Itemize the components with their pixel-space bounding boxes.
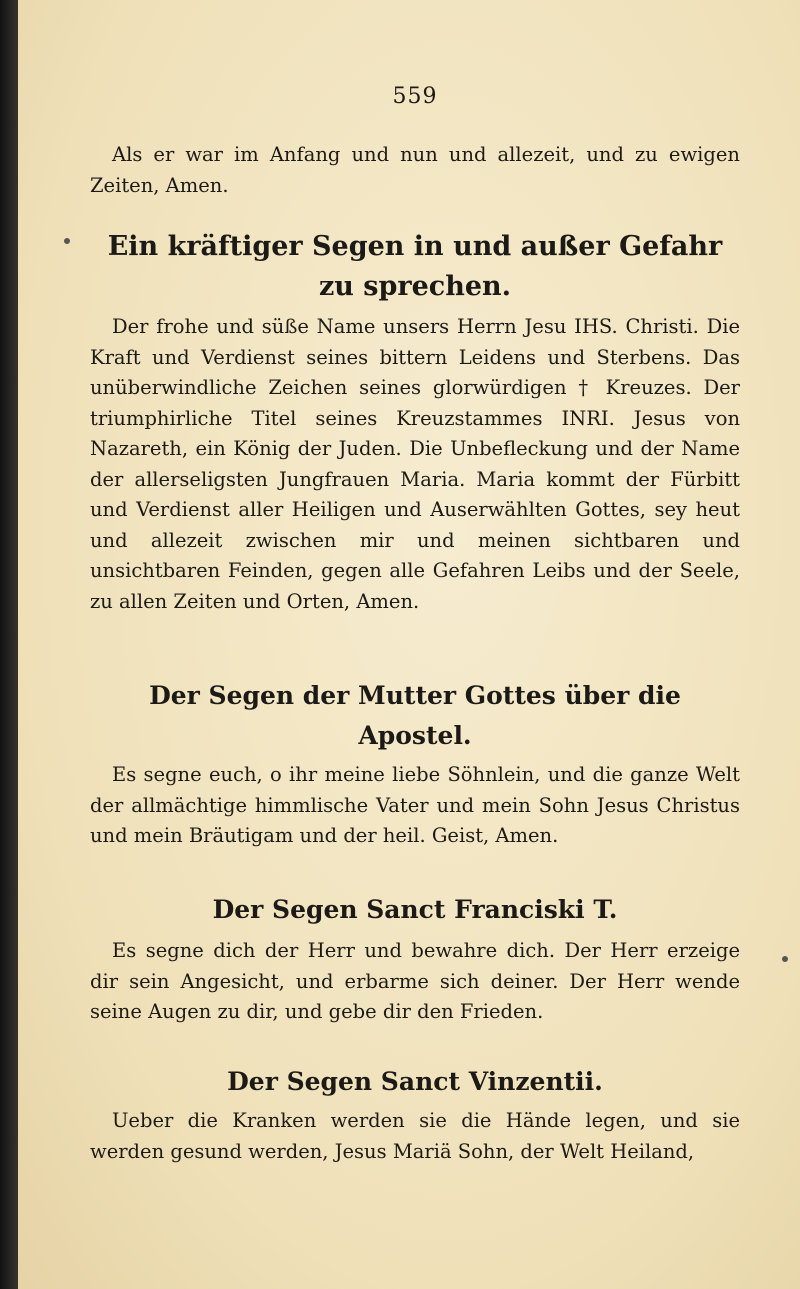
book-spine bbox=[0, 0, 18, 1289]
section-3-body-text: Es segne dich der Herr und bewahre dich. Der Herr erzeige dir sein Angesicht, und erbarme sich deiner. Der Herr wende seine Augen zu dir, und gebe dir den Frieden. bbox=[90, 939, 740, 1023]
section-3-title: Der Segen Sanct Franciski T. bbox=[212, 895, 618, 924]
section-4-body-text: Ueber die Kranken werden sie die Hände legen, und sie werden gesund werden, Jesus Mariä Sohn, der Welt Heiland, bbox=[90, 1109, 740, 1163]
section-4-title: Der Segen Sanct Vinzentii. bbox=[227, 1067, 603, 1096]
section-2-title-line-1: Der Segen der Mutter Gottes über die bbox=[149, 681, 681, 710]
section-4-body bbox=[90, 1106, 740, 1167]
section-3-body bbox=[90, 936, 740, 1028]
intro-text: Als er war im Anfang und nun und allezeit, und zu ewigen Zeiten, Amen. bbox=[90, 143, 740, 197]
section-1-body-text: Der frohe und süße Name unsers Herrn Jesu IHS. Christi. Die Kraft und Verdienst seines bittern Leidens und Sterbens. Das unüberwindliche Zeichen seines glorwürdigen † Kreuzes. Der triumphirliche Titel seines Kreuzstammes INRI. Jesus von Nazareth, ein König der Juden. Die Unbefleckung und der Name der allerseligsten Jungfrauen Maria. Maria kommt der Fürbitt und Verdienst aller Heiligen und Auserwählten Gottes, sey heut und allezeit zwischen mir und meinen sichtbaren und unsichtbaren Feinden, gegen alle Gefahren Leibs und der Seele, zu allen Zeiten und Orten, Amen. bbox=[90, 315, 740, 613]
section-1-title-line-2: zu sprechen. bbox=[318, 271, 512, 302]
paper-speck bbox=[782, 956, 788, 962]
section-1-body bbox=[90, 312, 740, 617]
paper-speck bbox=[64, 238, 70, 244]
page-number: 559 bbox=[392, 84, 438, 109]
intro-paragraph bbox=[90, 140, 740, 201]
section-2-title-line-2: Apostel. bbox=[358, 721, 472, 750]
section-1-title-line-1: Ein kräftiger Segen in und außer Gefahr bbox=[107, 231, 723, 262]
section-2-body-text: Es segne euch, o ihr meine liebe Söhnlein, und die ganze Welt der allmächtige himmlische Vater und mein Sohn Jesus Christus und mein Bräutigam und der heil. Geist, Amen. bbox=[90, 763, 740, 847]
section-2-body bbox=[90, 760, 740, 852]
book-page bbox=[18, 0, 800, 1289]
